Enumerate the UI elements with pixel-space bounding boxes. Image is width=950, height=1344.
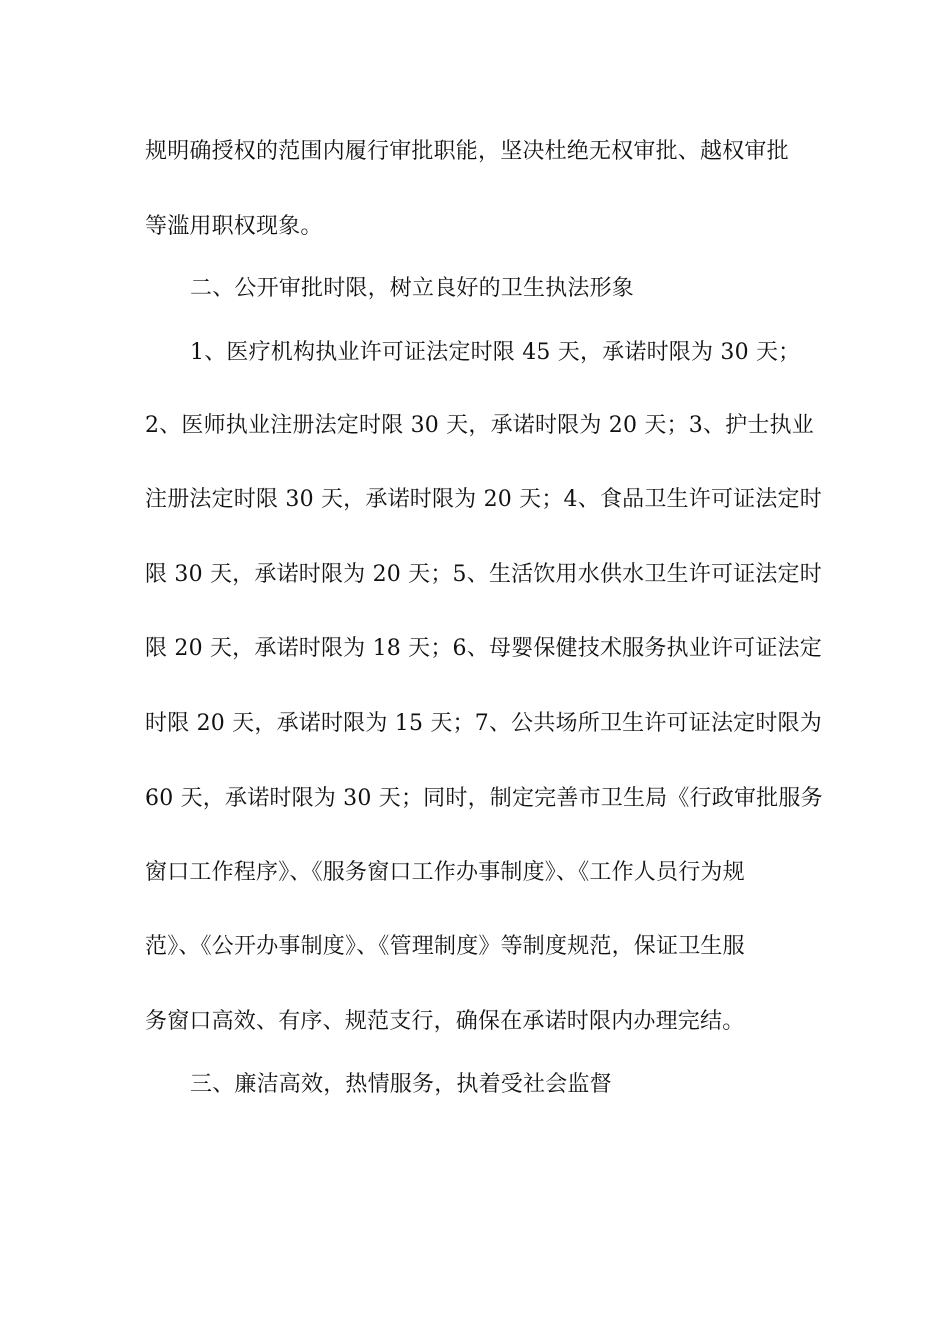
paragraph-line: 等滥用职权现象。 [145,214,323,239]
paragraph-line: 规明确授权的范围内履行审批职能，坚决杜绝无权审批、越权审批 [145,139,789,164]
paragraph-line: 务窗口高效、有序、规范支行，确保在承诺时限内办理完结。 [145,1009,745,1034]
section-heading: 二、公开审批时限，树立良好的卫生执法形象 [190,276,635,301]
paragraph-line: 1、医疗机构执业许可证法定时限 45 天，承诺时限为 30 天； [190,340,801,365]
paragraph-line: 限 30 天，承诺时限为 20 天；5、生活饮用水供水卫生许可证法定时 [145,562,822,587]
paragraph-line: 时限 20 天，承诺时限为 15 天；7、公共场所卫生许可证法定时限为 [145,711,822,736]
paragraph-line: 注册法定时限 30 天，承诺时限为 20 天；4、食品卫生许可证法定时 [145,487,822,512]
paragraph-line: 范》、《公开办事制度》、《管理制度》等制度规范，保证卫生服 [145,934,745,959]
section-heading: 三、廉洁高效，热情服务，执着受社会监督 [190,1072,612,1097]
paragraph-line: 窗口工作程序》、《服务窗口工作办事制度》、《工作人员行为规 [145,860,745,885]
paragraph-line: 限 20 天，承诺时限为 18 天；6、母婴保健技术服务执业许可证法定 [145,636,822,661]
paragraph-line: 2、医师执业注册法定时限 30 天，承诺时限为 20 天；3、护士执业 [145,413,814,438]
paragraph-line: 60 天，承诺时限为 30 天；同时，制定完善市卫生局《行政审批服务 [145,786,823,811]
